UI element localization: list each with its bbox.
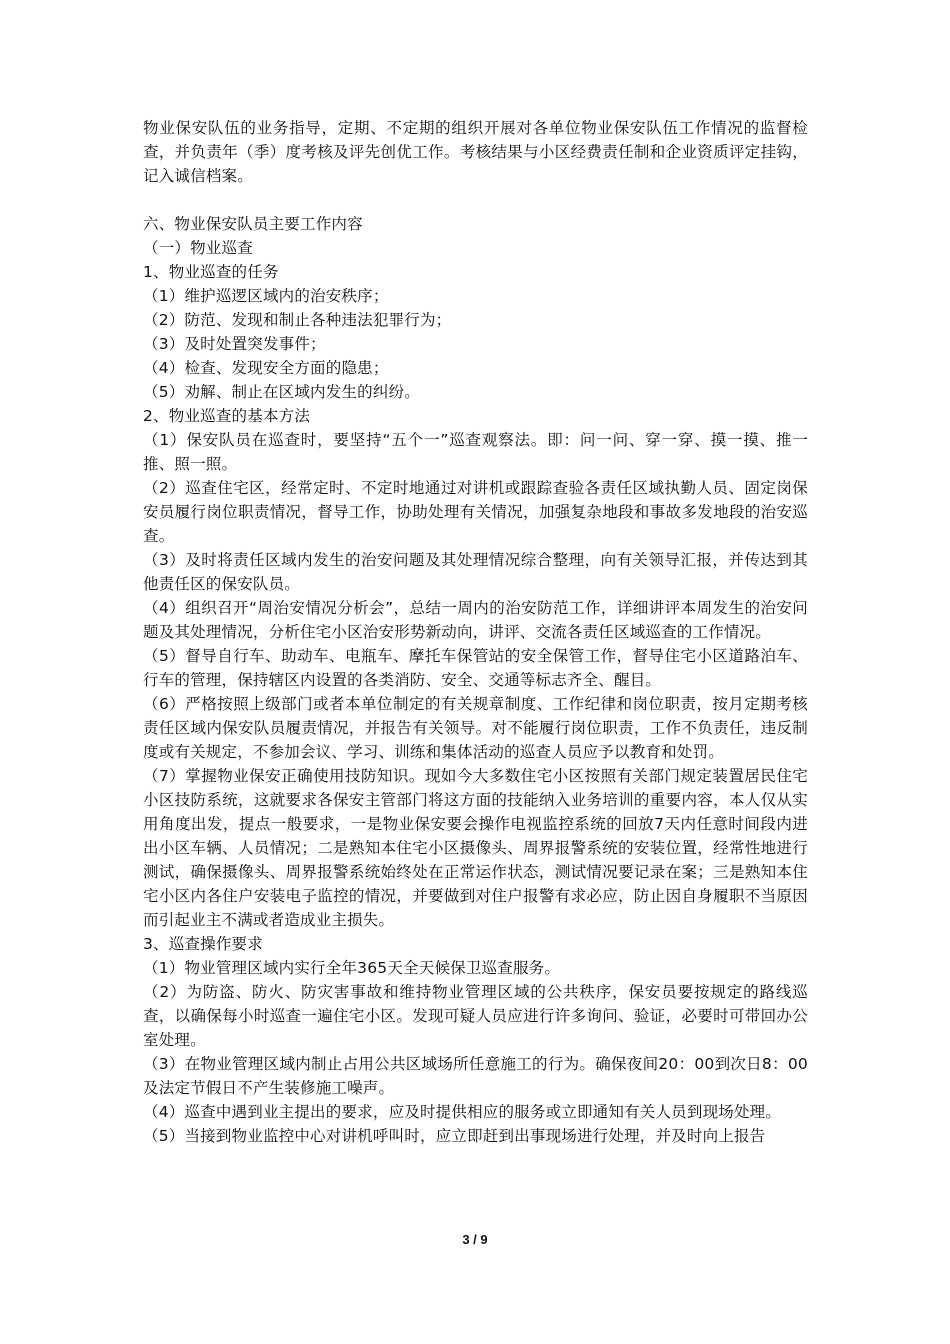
item-heading-patrol-methods: 2、物业巡查的基本方法 — [143, 407, 311, 425]
list-item-requirement-1: （1）物业管理区域内实行全年365天全天候保卫巡查服务。 — [143, 959, 561, 977]
list-item-task-1: （1）维护巡逻区域内的治安秩序； — [143, 287, 389, 305]
section-heading-6: 六、物业保安队员主要工作内容 — [143, 215, 363, 233]
list-item-method-2: （2）巡查住宅区，经常定时、不定时地通过对讲机或跟踪查验各责任区域执勤人员、固定岗保安员履行岗位职责情况，督导工作，协助处理有关情况，加强复杂地段和事故多发地段的治安巡查。 — [143, 479, 808, 545]
list-item-method-7: （7）掌握物业保安正确使用技防知识。现如今大多数住宅小区按照有关部门规定装置居民住宅小区技防系统，这就要求各保安主管部门将这方面的技能纳入业务培训的重要内容，本人仅从实用角度出发，提点一般要求，一是物业保安要会操作电视监控系统的回放7天内任意时间段内进出小区车辆、人员情况；二是熟知本住宅小区摄像头、周界报警系统的安装位置，经常性地进行测试，确保摄像头、周界报警系统始终处在正常运作状态，测试情况要记录在案；三是熟知本住宅小区内各住户安装电子监控的情况，并要做到对住户报警有求必应，防止因自身履职不当原因而引起业主不满或者造成业主损失。 — [143, 767, 808, 929]
list-item-method-6: （6）严格按照上级部门或者本单位制定的有关规章制度、工作纪律和岗位职责，按月定期考核责任区域内保安队员履责情况，并报告有关领导。对不能履行岗位职责，工作不负责任，违反制度或有关规定，不参加会议、学习、训练和集体活动的巡查人员应予以教育和处罚。 — [143, 695, 808, 761]
list-item-task-3: （3）及时处置突发事件； — [143, 335, 326, 353]
list-item-task-4: （4）检查、发现安全方面的隐患； — [143, 359, 389, 377]
list-item-method-5: （5）督导自行车、助动车、电瓶车、摩托车保管站的安全保管工作，督导住宅小区道路泊车、行车的管理，保持辖区内设置的各类消防、安全、交通等标志齐全、醒目。 — [143, 647, 808, 689]
page-number: 3 / 9 — [462, 1232, 488, 1247]
list-item-requirement-3: （3）在物业管理区域内制止占用公共区域场所任意施工的行为。确保夜间20：00到次日8：00及法定节假日不产生装修施工噪声。 — [143, 1055, 808, 1097]
blank-line — [143, 188, 808, 212]
list-item-task-5: （5）劝解、制止在区域内发生的纠纷。 — [143, 383, 420, 401]
list-item-method-1: （1）保安队员在巡查时，要坚持“五个一”巡查观察法。即：问一问、穿一穿、摸一摸、推一推、照一照。 — [143, 431, 808, 473]
document-body — [143, 116, 808, 1148]
item-heading-patrol-tasks: 1、物业巡查的任务 — [143, 263, 279, 281]
subsection-heading-1: （一）物业巡查 — [143, 239, 253, 257]
paragraph-supervision-intro: 物业保安队伍的业务指导，定期、不定期的组织开展对各单位物业保安队伍工作情况的监督检查，并负责年（季）度考核及评先创优工作。考核结果与小区经费责任制和企业资质评定挂钩，记入诚信档案。 — [143, 119, 808, 185]
item-heading-patrol-requirements: 3、巡查操作要求 — [143, 935, 263, 953]
list-item-task-2: （2）防范、发现和制止各种违法犯罪行为； — [143, 311, 452, 329]
list-item-method-3: （3）及时将责任区域内发生的治安问题及其处理情况综合整理，向有关领导汇报，并传达到其他责任区的保安队员。 — [143, 551, 808, 593]
list-item-requirement-2: （2）为防盗、防火、防灾害事故和维持物业管理区域的公共秩序，保安员要按规定的路线巡查，以确保每小时巡查一遍住宅小区。发现可疑人员应进行许多询问、验证，必要时可带回办公室处理。 — [143, 983, 808, 1049]
list-item-requirement-5: （5）当接到物业监控中心对讲机呼叫时，应立即赶到出事现场进行处理，并及时向上报告 — [143, 1127, 766, 1145]
list-item-method-4: （4）组织召开“周治安情况分析会”，总结一周内的治安防范工作，详细讲评本周发生的治安问题及其处理情况，分析住宅小区治安形势新动向，讲评、交流各责任区域巡查的工作情况。 — [143, 599, 808, 641]
list-item-requirement-4: （4）巡查中遇到业主提出的要求，应及时提供相应的服务或立即通知有关人员到现场处理。 — [143, 1103, 782, 1121]
